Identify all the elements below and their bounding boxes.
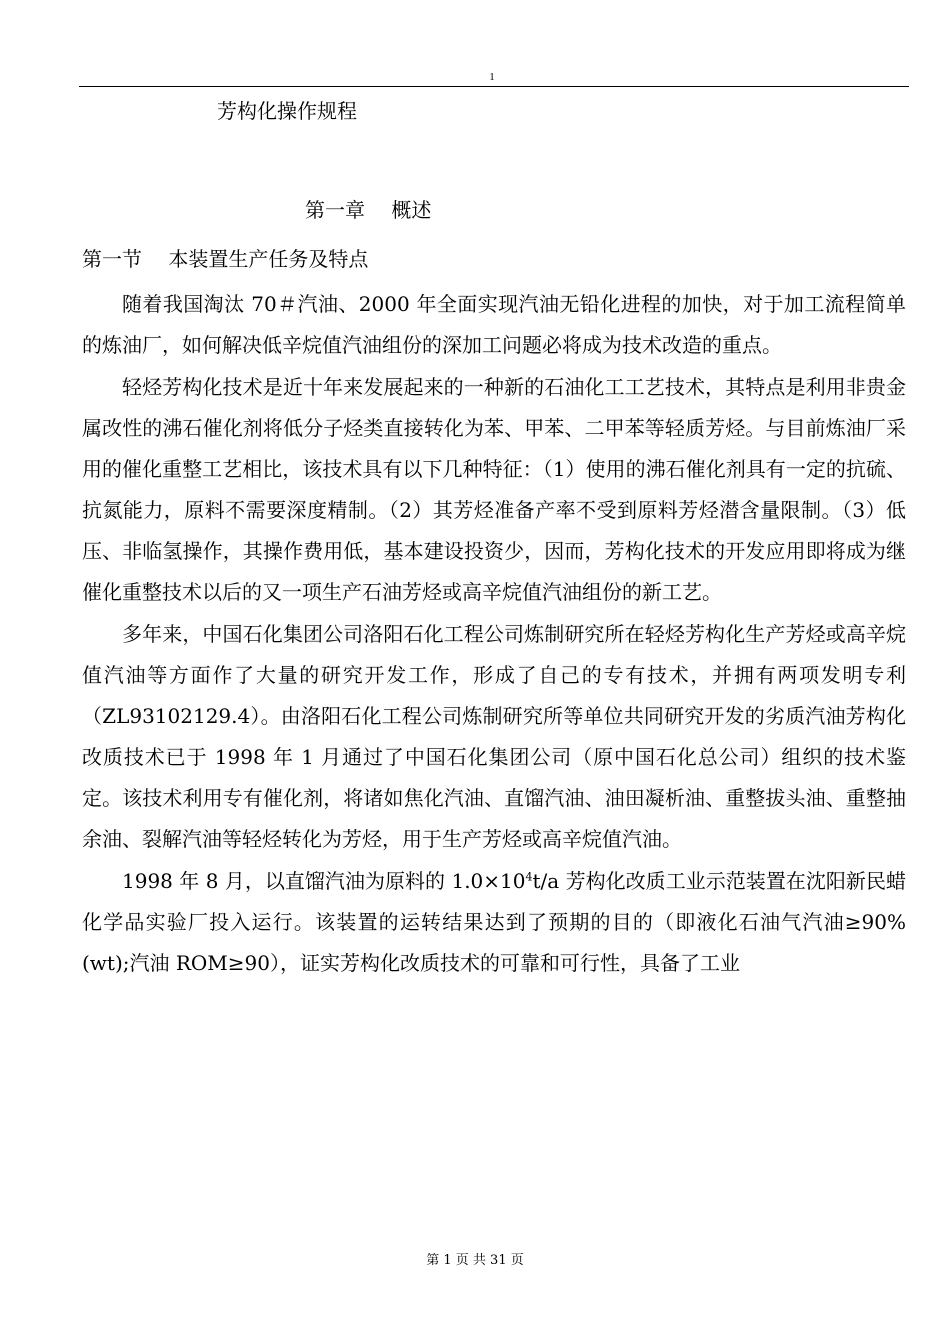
paragraph: 随着我国淘汰 70＃汽油、2000 年全面实现汽油无铅化进程的加快，对于加工流程简单的炼油厂，如何解决低辛烷值汽油组份的深加工问题必将成为技术改造的重点。 [82,292,906,357]
paragraph-text: 1998 年 8 月，以直馏汽油为原料的 1.0×10 [122,869,526,893]
superscript-exponent: 4 [525,870,533,884]
paragraph: 多年来，中国石化集团公司洛阳石化工程公司炼制研究所在轻烃芳构化生产芳烃或高辛烷值汽油等方面作了大量的研究开发工作，形成了自己的专有技术，并拥有两项发明专利（ZL93102129.4）。由洛阳石化工程公司炼制研究所等单位共同研究开发的劣质汽油芳构化改质技术已于 1998 年 1 月通过了中国石化集团公司（原中国石化总公司）组织的技术鉴定。该技术利用专有催化剂，将诸如焦化汽油、直馏汽油、油田凝析油、重整拔头油、重整抽余油、裂解汽油等轻烃转化为芳烃，用于生产芳烃或高辛烷值汽油。 [82,622,906,851]
header-page-marker: 1 [489,71,495,83]
document-title: 芳构化操作规程 [217,99,357,123]
chapter-heading: 第一章 概述 [305,198,432,222]
section-heading: 第一节 本装置生产任务及特点 [82,247,369,271]
header-rule [79,86,909,87]
paragraph: 轻烃芳构化技术是近十年来发展起来的一种新的石油化工工艺技术，其特点是利用非贵金属改性的沸石催化剂将低分子烃类直接转化为苯、甲苯、二甲苯等轻质芳烃。与目前炼油厂采用的催化重整工艺相比，该技术具有以下几种特征：（1）使用的沸石催化剂具有一定的抗硫、抗氮能力，原料不需要深度精制。（2）其芳烃准备产率不受到原料芳烃潜含量限制。（3）低压、非临氢操作，其操作费用低，基本建设投资少，因而，芳构化技术的开发应用即将成为继催化重整技术以后的又一项生产石油芳烃或高辛烷值汽油组份的新工艺。 [82,375,906,604]
paragraph-last [82,861,906,984]
document-body [82,284,906,984]
footer-page-info: 第 1 页 共 31 页 [426,1253,524,1268]
paragraph-text: t/a 芳构化改质工业示范装置在沈阳新民蜡化学品实验厂投入运行。该装置的运转结果达到了预期的目的（即液化石油气汽油≥90%(wt);汽油 ROM≥90），证实芳构化改质技术的可靠和可行性，具备了工业 [82,869,906,975]
